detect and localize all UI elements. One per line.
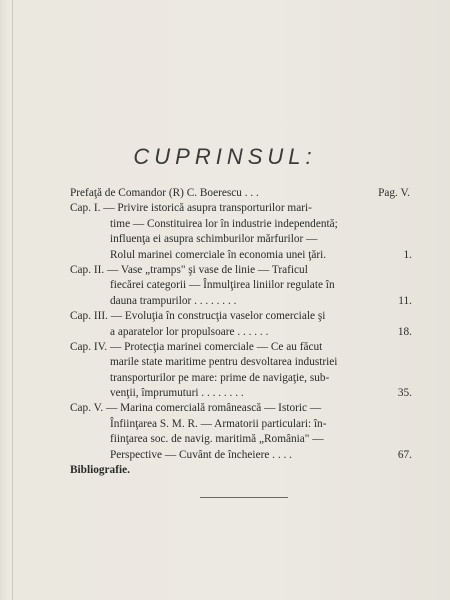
toc-entry-cap1-line	[70, 217, 430, 232]
toc-entry-cap2-line	[70, 294, 430, 309]
toc-entry-cap1-line	[70, 248, 430, 263]
table-of-contents	[70, 186, 430, 478]
toc-entry-cap2	[70, 263, 430, 278]
toc-entry-cap5-line	[70, 432, 430, 447]
toc-entry-text: marile state maritime pentru desvoltarea industriei	[110, 356, 338, 369]
toc-entry-cap3-line	[70, 325, 430, 340]
divider-rule	[200, 497, 288, 498]
toc-entry-cap5-line	[70, 448, 430, 463]
toc-entry-cap2-line	[70, 278, 430, 293]
toc-entry-text: a aparatelor lor propulsoare . . . . . .	[110, 325, 269, 338]
toc-entry-text: Cap. I. — Privire istorică asupra transporturilor mari-	[70, 202, 312, 215]
toc-entry-bibliografie: Bibliografie.	[70, 464, 130, 477]
toc-entry-text: Rolul marinei comerciale în economia unei ţări.	[110, 248, 327, 261]
toc-entry-cap4-line	[70, 355, 430, 370]
toc-entry-text: venţii, împrumuturi . . . . . . . .	[110, 387, 244, 400]
page-edge	[12, 0, 13, 600]
toc-entry-text: time — Constituirea lor în industrie independentă;	[110, 217, 338, 230]
toc-entry-cap4-line	[70, 386, 430, 401]
toc-entry-text: transporturilor pe mare: prime de navigaţie, sub-	[110, 371, 330, 384]
toc-page-number: 35.	[397, 387, 412, 400]
toc-entry-text: dauna trampurilor . . . . . . . .	[110, 294, 237, 307]
toc-page-number: 11.	[398, 294, 412, 307]
toc-entry-cap5-line	[70, 417, 430, 432]
toc-entry-text: Cap. V. — Marina comercială românească — Istoric —	[70, 402, 322, 415]
toc-entry-text: influenţa ei asupra schimburilor mărfurilor —	[110, 233, 318, 246]
toc-entry-prefata	[70, 186, 430, 201]
toc-entry-text: Prefaţă de Comandor (R) C. Boerescu . . .	[70, 187, 259, 199]
toc-page-number: 1.	[403, 248, 412, 261]
toc-entry-text: Cap. III. — Evoluţia în construcţia vaselor comerciale şi	[70, 310, 326, 323]
toc-entry-cap4	[70, 340, 430, 355]
toc-entry-text: Cap. IV. — Protecţia marinei comerciale — Ce au făcut	[70, 340, 323, 353]
toc-entry-cap1-line	[70, 232, 430, 247]
toc-entry-text: fiecărei categorii — Înmulţirea liniilor regulate în	[110, 279, 335, 292]
toc-entry-text: fiinţarea soc. de navig. maritimă „România" —	[110, 433, 324, 446]
toc-entry-text: Perspective — Cuvânt de încheiere . . . .	[110, 448, 292, 461]
toc-entry-text: Înfiinţarea S. M. R. — Armatorii particulari: în-	[110, 417, 327, 430]
toc-page-number: Pag. V.	[378, 187, 410, 199]
page-title: CUPRINSUL:	[133, 144, 317, 169]
toc-entry-cap3	[70, 309, 430, 324]
toc-entry-cap5	[70, 401, 430, 416]
toc-entry-cap1	[70, 201, 430, 216]
toc-page-number: 18.	[397, 325, 412, 338]
toc-entry-cap4-line	[70, 371, 430, 386]
toc-entry-text: Cap. II. — Vase „tramps" şi vase de linie — Traficul	[70, 263, 308, 276]
toc-page-number: 67.	[397, 448, 412, 461]
